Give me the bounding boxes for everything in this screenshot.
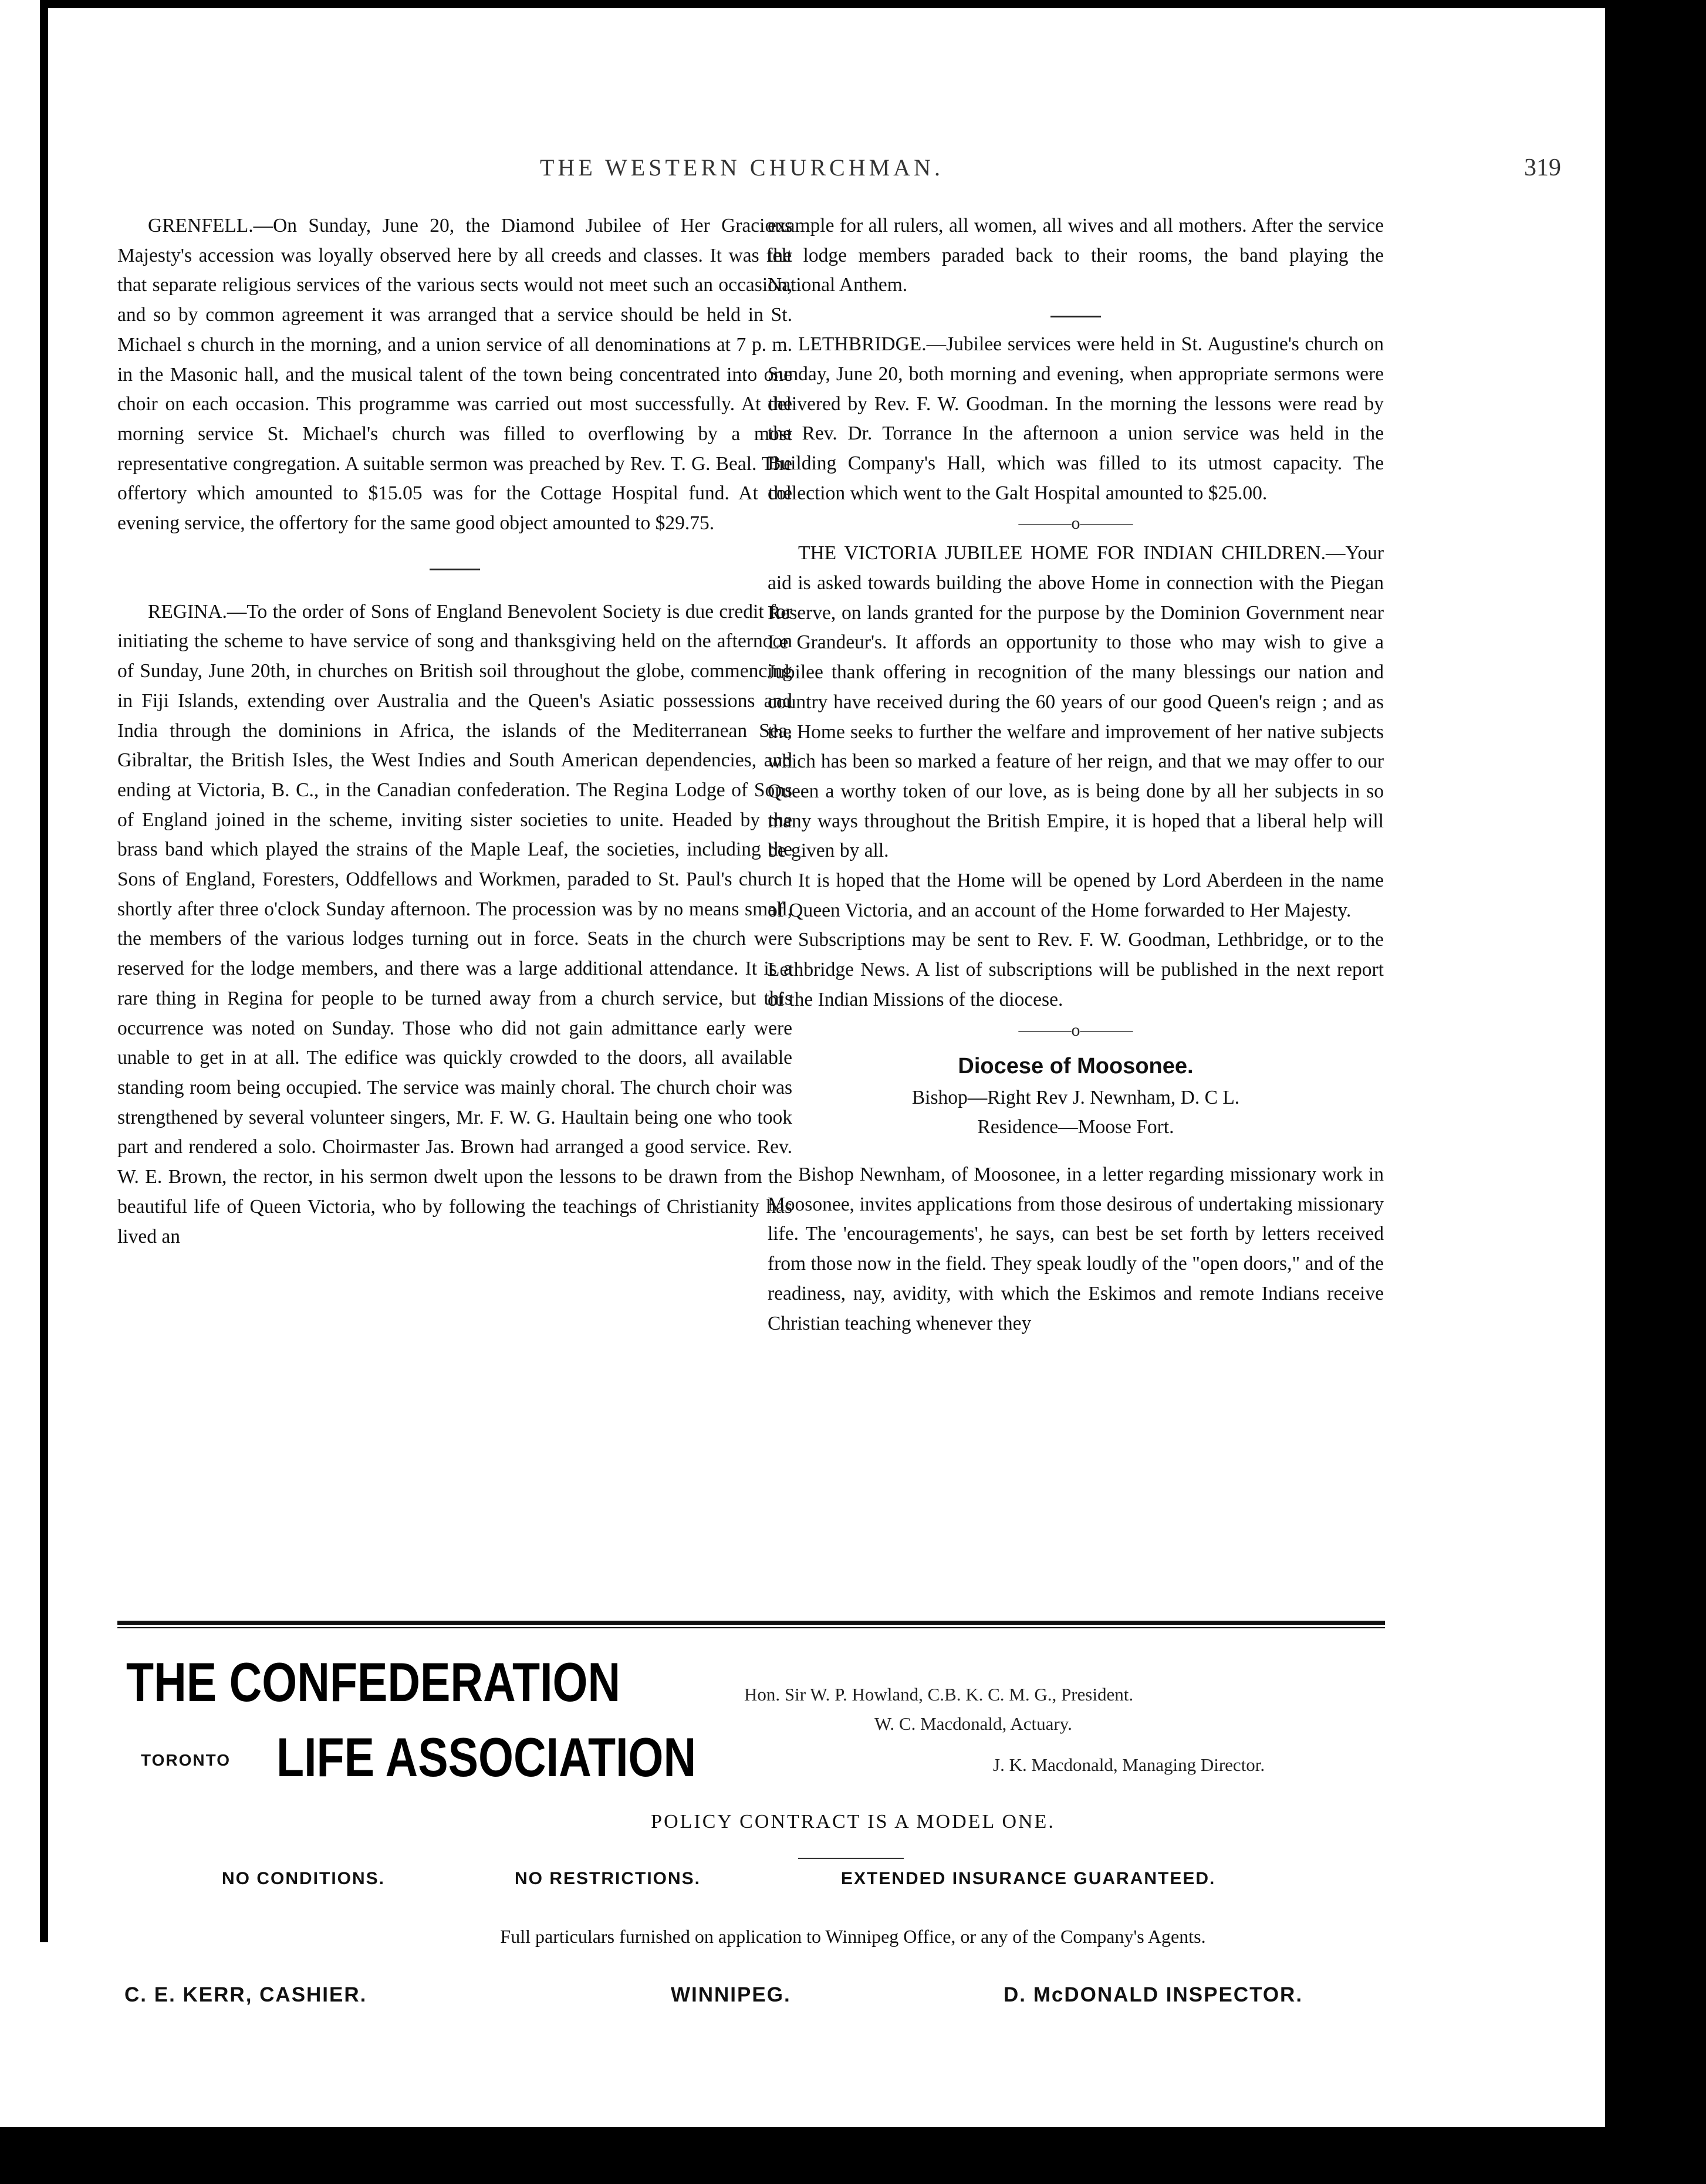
running-head [117,154,1573,189]
scan-border-left [40,0,48,1942]
left-column [117,211,792,1252]
officer-managing-director: J. K. Macdonald, Managing Director. [993,1754,1265,1775]
diocese-heading: Diocese of Moosonee. [958,1053,1194,1079]
scan-border-top [40,0,1613,8]
company-name-line-1: THE CONFEDERATION [126,1651,621,1713]
ornament-divider: ———o——— [1018,513,1133,533]
lethbridge-paragraph: LETHBRIDGE.—Jubilee services were held in St. Augustine's church on Sunday, June 20, both morning and evening, when appropriate sermons were delivered by Rev. F. W. Goodman. In the morning the lessons were read by the Rev. Dr. Torrance In the afternoon a union service was held in the Building Company's Hall, which was filled to its utmost capacity. The collection which went to the Galt Hospital amounted to $25.00. [768,333,1384,504]
advertisement-rule [117,1621,1385,1625]
contact-city: WINNIPEG. [671,1983,791,2006]
right-column [768,211,1384,1338]
particulars-line: Full particulars furnished on application to Winnipeg Office, or any of the Company's Agents. [500,1926,1206,1947]
contact-inspector: D. McDONALD INSPECTOR. [1004,1983,1303,2006]
company-name-line-2: LIFE ASSOCIATION [276,1726,697,1788]
victoria-home-paragraph: Subscriptions may be sent to Rev. F. W. Goodman, Lethbridge, or to the Lethbridge News. A list of subscriptions will be published in the next report of the Indian Missions of the diocese. [768,929,1384,1010]
contact-cashier: C. E. KERR, CASHIER. [124,1983,367,2006]
scan-border-right [1605,0,1706,2184]
officer-actuary: W. C. Macdonald, Actuary. [874,1713,1072,1734]
victoria-home-paragraph: It is hoped that the Home will be opened by Lord Aberdeen in the name of Queen Victoria, and an account of the Home forwarded to Her Majesty. [768,870,1384,921]
section-divider [117,539,792,597]
ornament-divider: ———o——— [1018,1020,1133,1040]
term-no-restrictions: NO RESTRICTIONS. [515,1869,701,1888]
journal-title: THE WESTERN CHURCHMAN. [540,154,944,181]
victoria-home-paragraph: THE VICTORIA JUBILEE HOME FOR INDIAN CHILDREN.—Your aid is asked towards building the above Home in connection with the Piegan Reserve, on lands granted for the purpose by the Dominion Government near Le Grandeur's. It affords an opportunity to those who may wish to give a Jubilee thank offering in recognition of the many blessings our nation and country have received during the 60 years of our good Queen's reign ; and as the Home seeks to further the welfare and improvement of her native subjects which has been so marked a feature of her reign, and that we may offer to our Queen a worthy token of our love, as is being done by all her subjects in so many ways throughout the British Empire, it is hoped that a liberal help will be given by all. [768,542,1384,862]
advertisement-rule [117,1627,1385,1628]
term-no-conditions: NO CONDITIONS. [222,1869,386,1888]
regina-continuation-paragraph: example for all rulers, all women, all wives and all mothers. After the service the lodge members paraded back to their rooms, the band playing the National Anthem. [768,215,1384,296]
grenfell-paragraph: GRENFELL.—On Sunday, June 20, the Diamond Jubilee of Her Gracious Majesty's accession was loyally observed here by all creeds and classes. It was felt that separate religious services of the various sects would not meet such an occasion, and so by common agreement it was arranged that a service should be held in St. Michael s church in the morning, and a union service of all denominations at 7 p. m. in the Masonic hall, and the musical talent of the town being concentrated into one choir on each occasion. This programme was carried out most successfully. At the morning service St. Michael's church was filled to overflowing by a most representative congregation. A suitable sermon was preached by Rev. T. G. Beal. The offertory which amounted to $15.05 was for the Cottage Hospital fund. At the evening service, the offertory for the same good object amounted to $29.75. [117,215,792,535]
policy-line: POLICY CONTRACT IS A MODEL ONE. [651,1811,1055,1833]
newnham-paragraph: Bishop Newnham, of Moosonee, in a letter regarding missionary work in Moosonee, invites applications from those desirous of undertaking missionary life. The 'encouragements', he says, can best be set forth by letters received from those now in the field. They speak loudly of the "open doors," and of the readiness, nay, avidity, with which the Eskimos and remote Indians receive Christian teaching whenever they [768,1163,1384,1334]
term-extended-insurance: EXTENDED INSURANCE GUARANTEED. [841,1869,1216,1888]
residence-line: Residence—Moose Fort. [977,1116,1174,1138]
scan-border-bottom [0,2127,1706,2184]
section-divider [768,300,1384,330]
regina-paragraph: REGINA.—To the order of Sons of England Benevolent Society is due credit for initiating the scheme to have service of song and thanksgiving held on the afternoon of Sunday, June 20th, in churches on British soil throughout the globe, commencing in Fiji Islands, extending over Australia and the Queen's Asiatic possessions and India through the dominions in Africa, the islands of the Mediterranean Sea, Gibraltar, the British Isles, the West Indies and South American dependencies, and ending at Victoria, B. C., in the Canadian confederation. The Regina Lodge of Sons of England joined in the scheme, inviting sister societies to unite. Headed by the brass band which played the strains of the Maple Leaf, the societies, including the Sons of England, Foresters, Oddfellows and Workmen, paraded to St. Paul's church shortly after three o'clock Sunday afternoon. The procession was by no means small, the members of the various lodges turning out in force. Seats in the church were reserved for the lodge members, and there was a large additional attendance. It is a rare thing in Regina for people to be turned away from a church service, but this occurrence was noted on Sunday. Those who did not gain admittance early were unable to get in at all. The edifice was quickly crowded to the doors, all available standing room being occupied. The service was mainly choral. The church choir was strengthened by several volunteer singers, Mr. F. W. G. Haultain being one who took part and rendered a solo. Choirmaster Jas. Brown had arranged a good service. Rev. W. E. Brown, the rector, in his sermon dwelt upon the lessons to be drawn from the beautiful life of Queen Victoria, who by following the teachings of Christianity has lived an [117,600,792,1247]
officer-president: Hon. Sir W. P. Howland, C.B. K. C. M. G., President. [744,1684,1134,1705]
advertisement-divider [798,1858,904,1859]
bishop-line: Bishop—Right Rev J. Newnham, D. C L. [911,1086,1240,1108]
page-number: 319 [1524,154,1561,181]
company-city: TORONTO [141,1751,231,1769]
